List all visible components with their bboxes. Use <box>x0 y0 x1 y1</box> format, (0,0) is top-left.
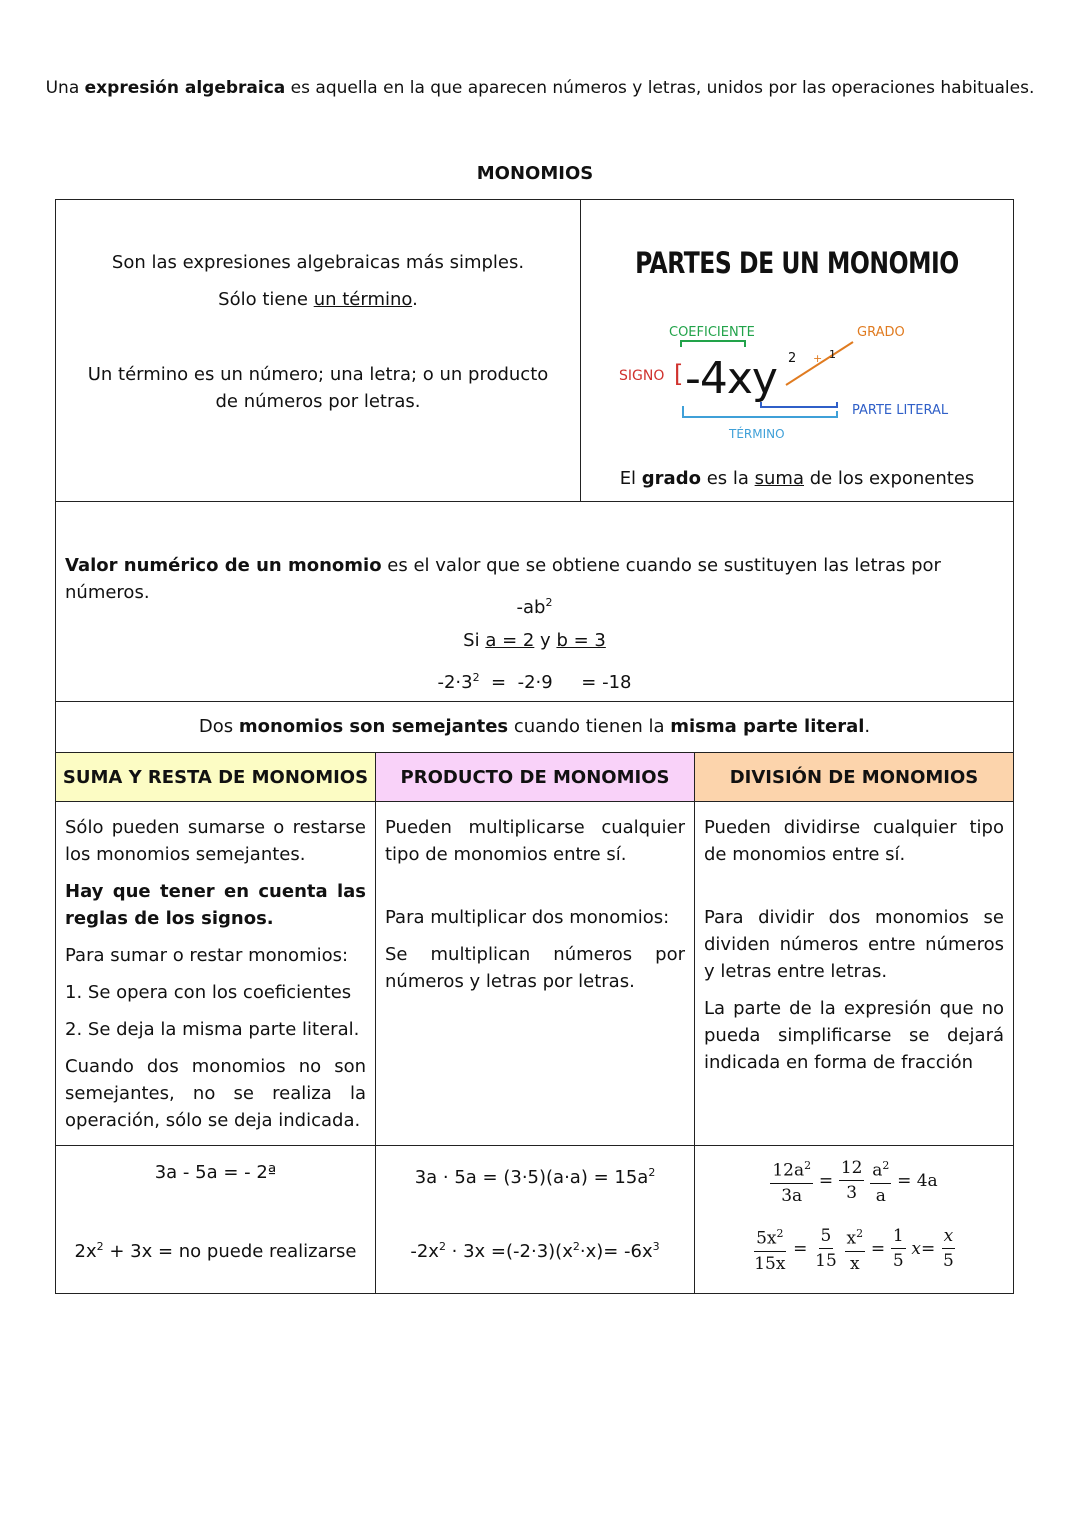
fraction-5x2-15x: $\frac{5x^2}{15x}$ <box>752 1224 787 1274</box>
producto-p3: Se multiplican números por números y letras por letras. <box>385 944 685 992</box>
coef-bracket <box>681 341 745 347</box>
suma-p2: Hay que tener en cuenta las reglas de los signos. <box>65 881 366 929</box>
suma-example-2: $2x^2 + 3x$ = no puede realizarse <box>74 1240 357 1262</box>
fraction-1-5: $\frac{1}{5}$ <box>892 1226 904 1272</box>
label-coeficiente: COEFICIENTE <box>669 325 755 340</box>
label-parte-literal: PARTE LITERAL <box>852 403 949 418</box>
suma-column <box>55 801 376 1146</box>
suma-example-1: 3a - 5a = - 2ª <box>154 1162 277 1183</box>
definition-line-1: Son las expresiones algebraicas más simples. <box>111 252 525 273</box>
division-p2: Para dividir dos monomios se dividen números entre números y letras entre letras. <box>704 907 1004 982</box>
suma-p4: 1. Se opera con los coeficientes <box>65 982 352 1003</box>
fraction-12a2-3a: $\frac{12a^2}{3a}$ <box>770 1156 813 1206</box>
division-example-1: $\frac{12a^2}{3a}$ = $\frac{12}{3}$ $\frac{a^2}{a}$ = 4a <box>695 1156 1013 1206</box>
label-termino: TÉRMINO <box>729 427 785 441</box>
division-p1: Pueden dividirse cualquier tipo de monomios entre sí. <box>704 817 1004 865</box>
valor-expression: $-ab^2$ <box>516 596 553 618</box>
parts-box <box>580 199 1014 502</box>
division-column <box>694 801 1014 1146</box>
header-division: DIVISIÓN DE MONOMIOS <box>694 752 1014 802</box>
header-producto: PRODUCTO DE MONOMIOS <box>375 752 695 802</box>
producto-p1: Pueden multiplicarse cualquier tipo de monomios entre sí. <box>385 817 685 865</box>
fraction-x-5: $\frac{x}{5}$ <box>942 1226 954 1272</box>
suma-p5: 2. Se deja la misma parte literal. <box>65 1019 360 1040</box>
valor-calculation: $-2\cdot 3^2 = -2\cdot 9$ = -18 <box>437 671 632 693</box>
fraction-x2-x: $\frac{x^2}{x}$ <box>845 1224 866 1274</box>
division-example-2: $\frac{5x^2}{15x}$ = $\frac{5}{15}$ $\frac{x^2}{x}$ = $\frac{1}{5}$ x= $\frac{x}{5}$ <box>695 1224 1013 1274</box>
monomial-diagram <box>581 310 1013 450</box>
producto-p2: Para multiplicar dos monomios: <box>385 907 670 928</box>
definition-line-2: Sólo tiene un término. <box>218 289 418 310</box>
suma-p1: Sólo pueden sumarse o restarse los monomios semejantes. <box>65 817 366 865</box>
semejantes-text: Dos monomios son semejantes cuando tienen la misma parte literal. <box>198 716 871 737</box>
exponent-plus: + <box>813 352 823 365</box>
fraction-5-15: $\frac{5}{15}$ <box>815 1226 837 1272</box>
label-grado: GRADO <box>857 325 905 340</box>
semejantes-box <box>55 701 1014 753</box>
valor-numerico-box <box>55 501 1014 702</box>
label-signo: SIGNO <box>619 368 665 384</box>
suma-examples <box>55 1145 376 1294</box>
suma-p6: Cuando dos monomios no son semejantes, no se realiza la operación, sólo se deja indicada. <box>65 1056 366 1131</box>
definition-line-3: Un término es un número; una letra; o un producto de números por letras. <box>87 364 549 412</box>
valor-substitution: Si a = 2 y b = 3 <box>463 630 606 651</box>
signo-bracket: [ <box>674 360 684 388</box>
exponent-y: 1 <box>829 348 836 361</box>
suma-p3: Para sumar o restar monomios: <box>65 945 349 966</box>
parts-heading: PARTES DE UN MONOMIO <box>635 246 959 280</box>
monomial-expression: -4xy <box>685 353 777 404</box>
valor-definition: Valor numérico de un monomio es el valor que se obtiene cuando se sustituyen las letras por números. <box>65 555 941 603</box>
fraction-a2-a: $\frac{a^2}{a}$ <box>870 1156 891 1206</box>
header-suma: SUMA Y RESTA DE MONOMIOS <box>55 752 376 802</box>
page-title: MONOMIOS <box>476 163 594 184</box>
exponent-x: 2 <box>788 351 797 366</box>
definition-box <box>55 199 581 502</box>
grado-note: El grado es la suma de los exponentes <box>619 468 975 489</box>
fraction-12-3: $\frac{12}{3}$ <box>840 1158 863 1204</box>
intro-sentence: Una expresión algebraica es aquella en la que aparecen números y letras, unidos por las operaciones habituales. <box>45 78 1035 98</box>
producto-column <box>375 801 695 1146</box>
producto-example-1: $3a \cdot 5a = (3\cdot 5)(a\cdot a) = 15a^2$ <box>414 1166 656 1188</box>
division-examples <box>694 1145 1014 1294</box>
division-p3: La parte de la expresión que no pueda simplificarse se dejará indicada en forma de fracción <box>704 998 1004 1073</box>
producto-example-2: $-2x^2 \cdot 3x =(-2\cdot 3)(x^2\cdot x)= -6x^3$ <box>410 1240 660 1262</box>
producto-examples <box>375 1145 695 1294</box>
